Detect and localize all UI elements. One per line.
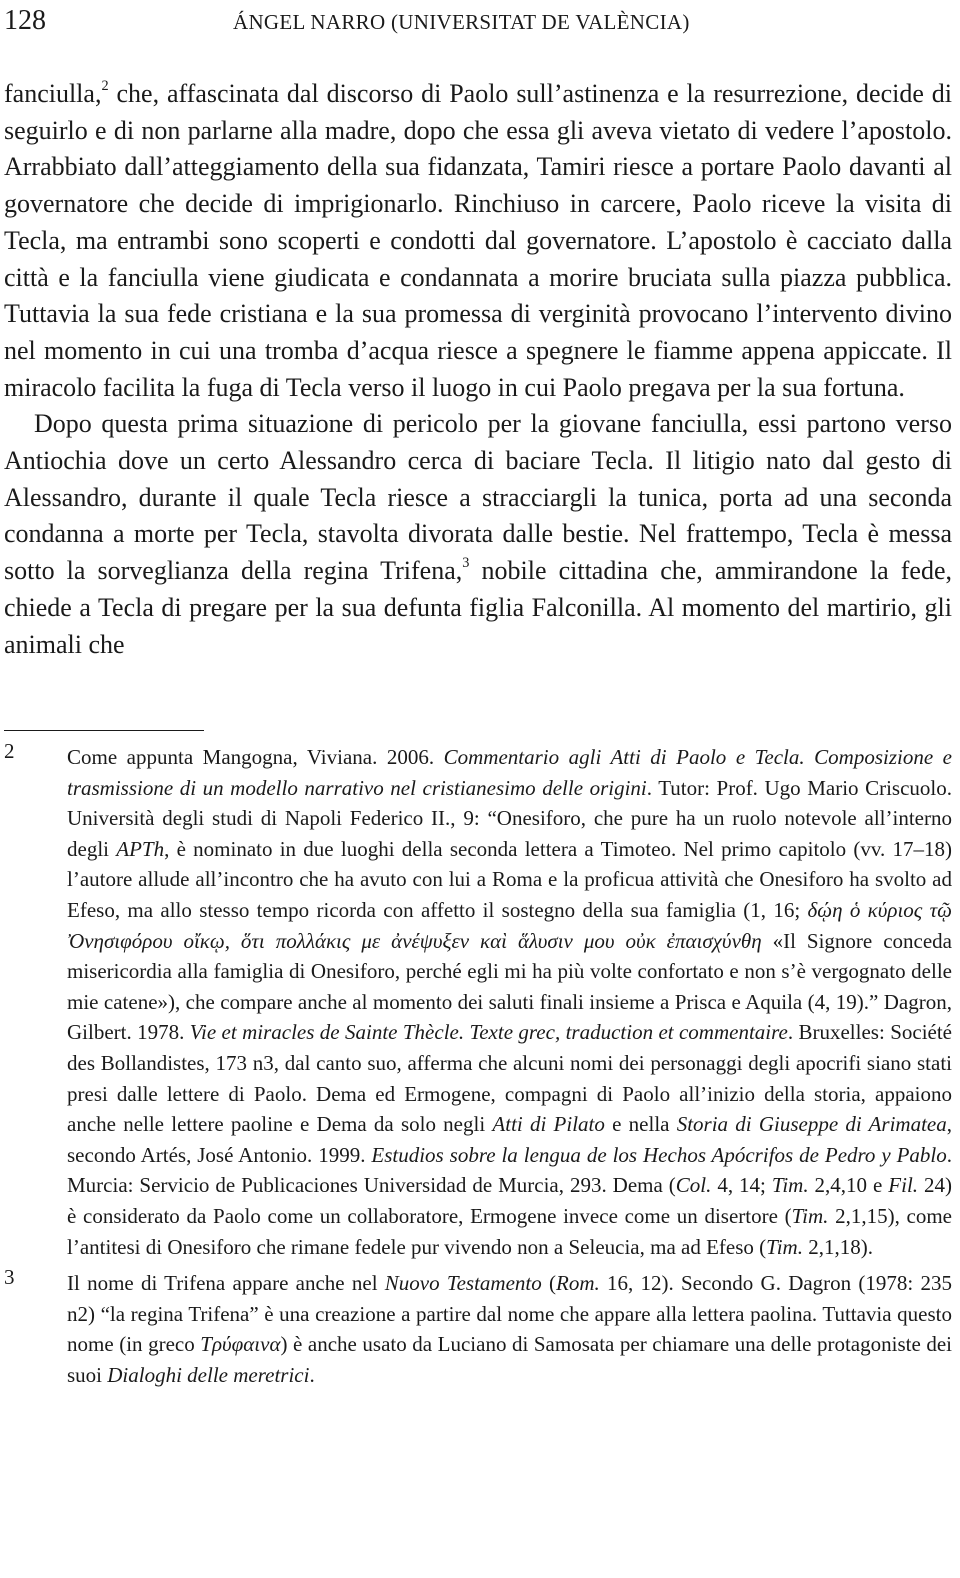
footnote-ref-3[interactable]: 3 xyxy=(462,555,470,571)
paragraph-text: fanciulla, xyxy=(4,79,102,108)
footnote-2 xyxy=(4,739,953,1262)
paragraph-text: nobile cittadina che, ammirandone la fede, chiede a Tecla di pregare per la sua defunta figlia Falconilla. Al momento del martirio, gli animali che xyxy=(4,556,952,659)
greek-quote: δῴη ὁ κύριος τῷ Ὀνησιφόρου οἴκῳ, ὅτι πολλάκις με ἀνέψυξεν καὶ ἅλυσιν μου οὐκ ἐπαισχύνθη xyxy=(67,897,952,953)
footnotes xyxy=(4,739,953,1390)
footnote-ref-2[interactable]: 2 xyxy=(101,77,109,94)
paragraph-text: che, affascinata dal discorso di Paolo sull’astinenza e la resurrezione, decide di seguirlo e di non parlarne alla madre, dopo che essa gli aveva vietato di vedere l’apostolo. Arrabbiato dall’atteggiamento della sua fidanzata, Tamiri riesce a portare Paolo davanti al governatore che decide di imprigionarlo. Rinchiuso in carcere, Paolo riceve la visita di Tecla, ma entrambi sono scoperti e condotti dal governatore. L’apostolo è cacciato dalla città e la fanciulla viene giudicata e condannata a morire bruciata sulla piazza pubblica. Tuttavia la sua fede cristiana e la sua promessa di verginità provocano l’intervento divino nel momento in cui una tromba d’acqua riesce a spegnere le fiamme appena appiccate. Il miracolo facilita la fuga di Tecla verso il luogo in cui Paolo pregava per la sua fortuna. xyxy=(4,79,952,402)
footnote-3 xyxy=(4,1265,952,1390)
footnote-text: Il nome di Trifena appare anche nel Nuovo Testamento (Rom. 16, 12). Secondo G. Dagron (1978: 235 n2) “la regina Trifena” è una creazione a partire dal nome che appare alla lettera paolina. Tuttavia questo nome (in greco Τρύφαινα) è anche usato da Luciano di Samosata per chiamare una delle protagoniste dei suoi Dialoghi delle meretrici. xyxy=(67,1271,952,1387)
page-header xyxy=(0,4,960,44)
paragraph xyxy=(4,76,952,406)
running-head: ÁNGEL NARRO (UNIVERSITAT DE VALÈNCIA) xyxy=(233,10,690,34)
footnote-text: Come appunta Mangogna, Viviana. 2006. Commentario agli Atti di Paolo e Tecla. Composizione e trasmissione di un modello narrativo nel cristianesimo delle origini. Tutor: Prof. Ugo Mario Criscuolo. Università degli studi di Napoli Federico II., 9: “Onesiforo, che pure ha un ruolo notevole all’interno degli APTh, è nominato in due luoghi della seconda lettera a Timoteo. Nel primo capitolo (vv. 17–18) l’autore allude all’incontro che ha avuto con lui a Roma e la proficua attività che Onesiforo ha svolto ad Efeso, ma allo stesso tempo ricorda con affetto il sostegno della sua famiglia (1, 16; δῴη ὁ κύριος τῷ Ὀνησιφόρου οἴκῳ, ὅτι πολλάκις με ἀνέψυξεν καὶ ἅλυσιν μου οὐκ ἐπαισχύνθη «Il Signore conceda misericordia alla famiglia di Onesiforo, perché egli mi ha più volte confortato e non s’è vergognato delle mie catene»), che compare anche al momento dei saluti finali insieme a Prisca e Aquila (4, 19).” Dagron, Gilbert. 1978. Vie et miracles de Sainte Thècle. Texte grec, traduction et commentaire. Bruxelles: Société des Bollandistes, 173 n3, dal canto suo, afferma che alcuni nomi dei personaggi degli apocrifi siano stati presi dalle lettere di Paolo. Dema ed Ermogene, compagni di Paolo all’inizio della storia, appaiono anche nelle lettere paoline e Dema da solo negli Atti di Pilato e nella Storia di Giuseppe di Arimatea, secondo Artés, José Antonio. 1999. Estudios sobre la lengua de los Hechos Apócrifos de Pedro y Pablo. Murcia: Servicio de Publicaciones Universidad de Murcia, 293. Dema (Col. 4, 14; Tim. 2,4,10 e Fil. 24) è considerato da Paolo come un collaboratore, Ermogene invece come un disertore (Tim. 2,1,15), come l’antitesi di Onesiforo che rimane fedele pur vivendo non a Seleucia, ma ad Efeso (Tim. 2,1,18). xyxy=(67,745,953,1259)
footnote-separator xyxy=(4,730,204,731)
footnote-number: 2 xyxy=(4,739,15,763)
page-number: 128 xyxy=(4,5,46,36)
footnote-number: 3 xyxy=(4,1265,15,1290)
paragraph-text: Dopo questa prima situazione di pericolo per la giovane fanciulla, essi partono verso Antiochia dove un certo Alessandro cerca di baciare Tecla. Il litigio nato dal gesto di Alessandro, durante il quale Tecla riesce a stracciargli la tunica, porta ad una seconda condanna a morte per Tecla, stavolta divorata dalle bestie. Nel frattempo, Tecla è messa sotto la sorveglianza della regina Trifena, xyxy=(4,409,952,586)
main-text xyxy=(4,76,952,663)
paragraph xyxy=(4,406,952,663)
